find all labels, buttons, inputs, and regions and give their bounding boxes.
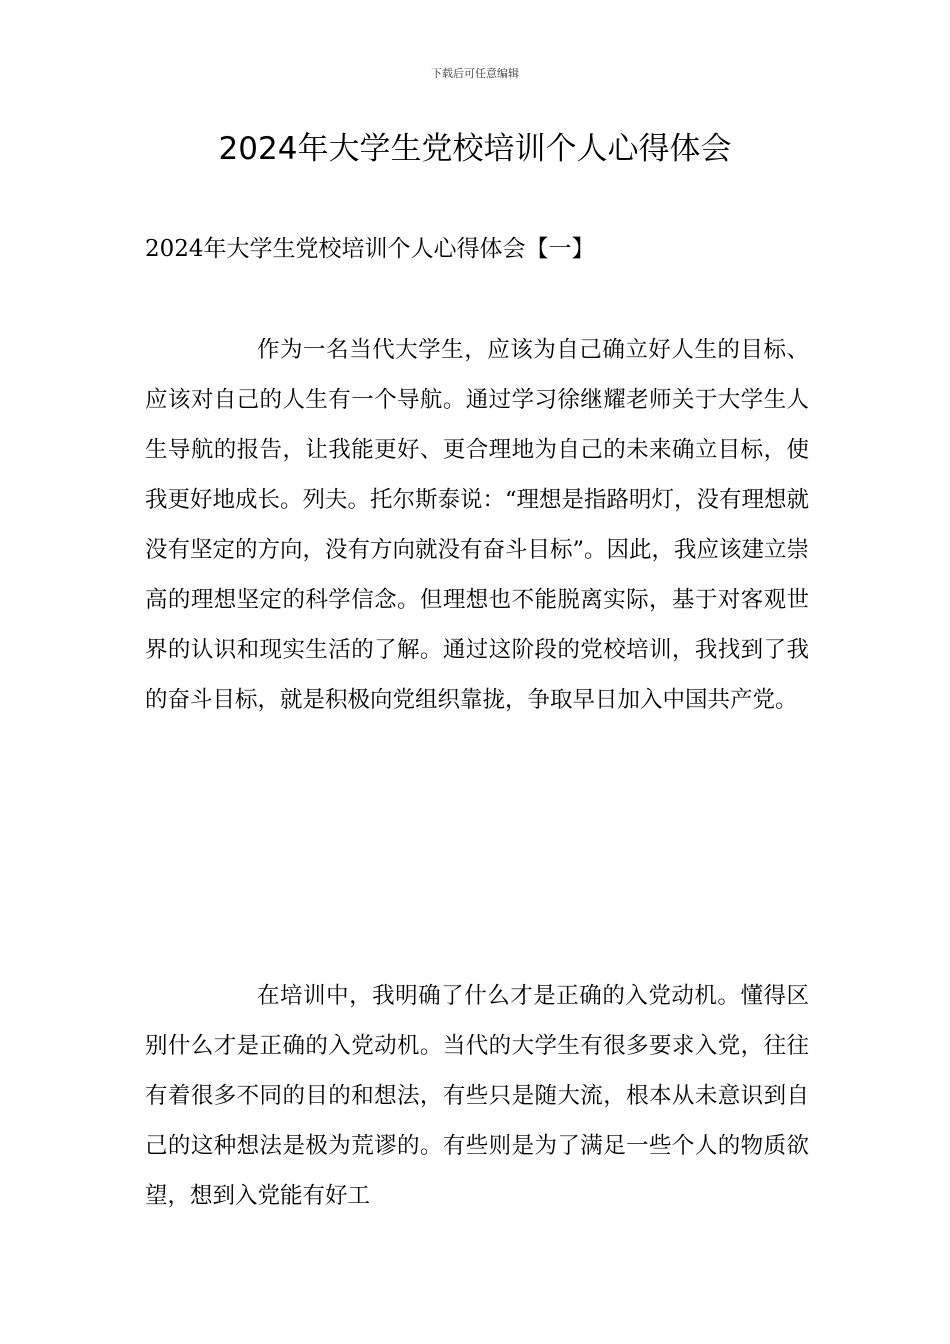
section-heading: 2024年大学生党校培训个人心得体会【一】	[145, 236, 595, 262]
header-note: 下载后可任意编辑	[431, 67, 519, 80]
body-paragraph-1: 作为一名当代大学生，应该为自己确立好人生的目标、应该对自己的人生有一个导航。通过学习徐继耀老师关于大学生人生导航的报告，让我能更好、更合理地为自己的未来确立目标，使我更好地成长。列夫。托尔斯泰说：“理想是指路明灯，没有理想就没有坚定的方向，没有方向就没有奋斗目标”。因此，我应该建立崇高的理想坚定的科学信念。但理想也不能脱离实际，基于对客观世界的认识和现实生活的了解。通过这阶段的党校培训，我找到了我的奋斗目标，就是积极向党组织靠拢，争取早日加入中国共产党。	[145, 337, 810, 713]
page-title: 2024年大学生党校培训个人心得体会	[218, 131, 732, 167]
body-paragraph-2: 在培训中，我明确了什么才是正确的入党动机。懂得区别什么才是正确的入党动机。当代的大学生有很多要求入党，往往有着很多不同的目的和想法，有些只是随大流，根本从未意识到自己的这种想法是极为荒谬的。有些则是为了满足一些个人的物质欲望，想到入党能有好工	[145, 983, 809, 1209]
